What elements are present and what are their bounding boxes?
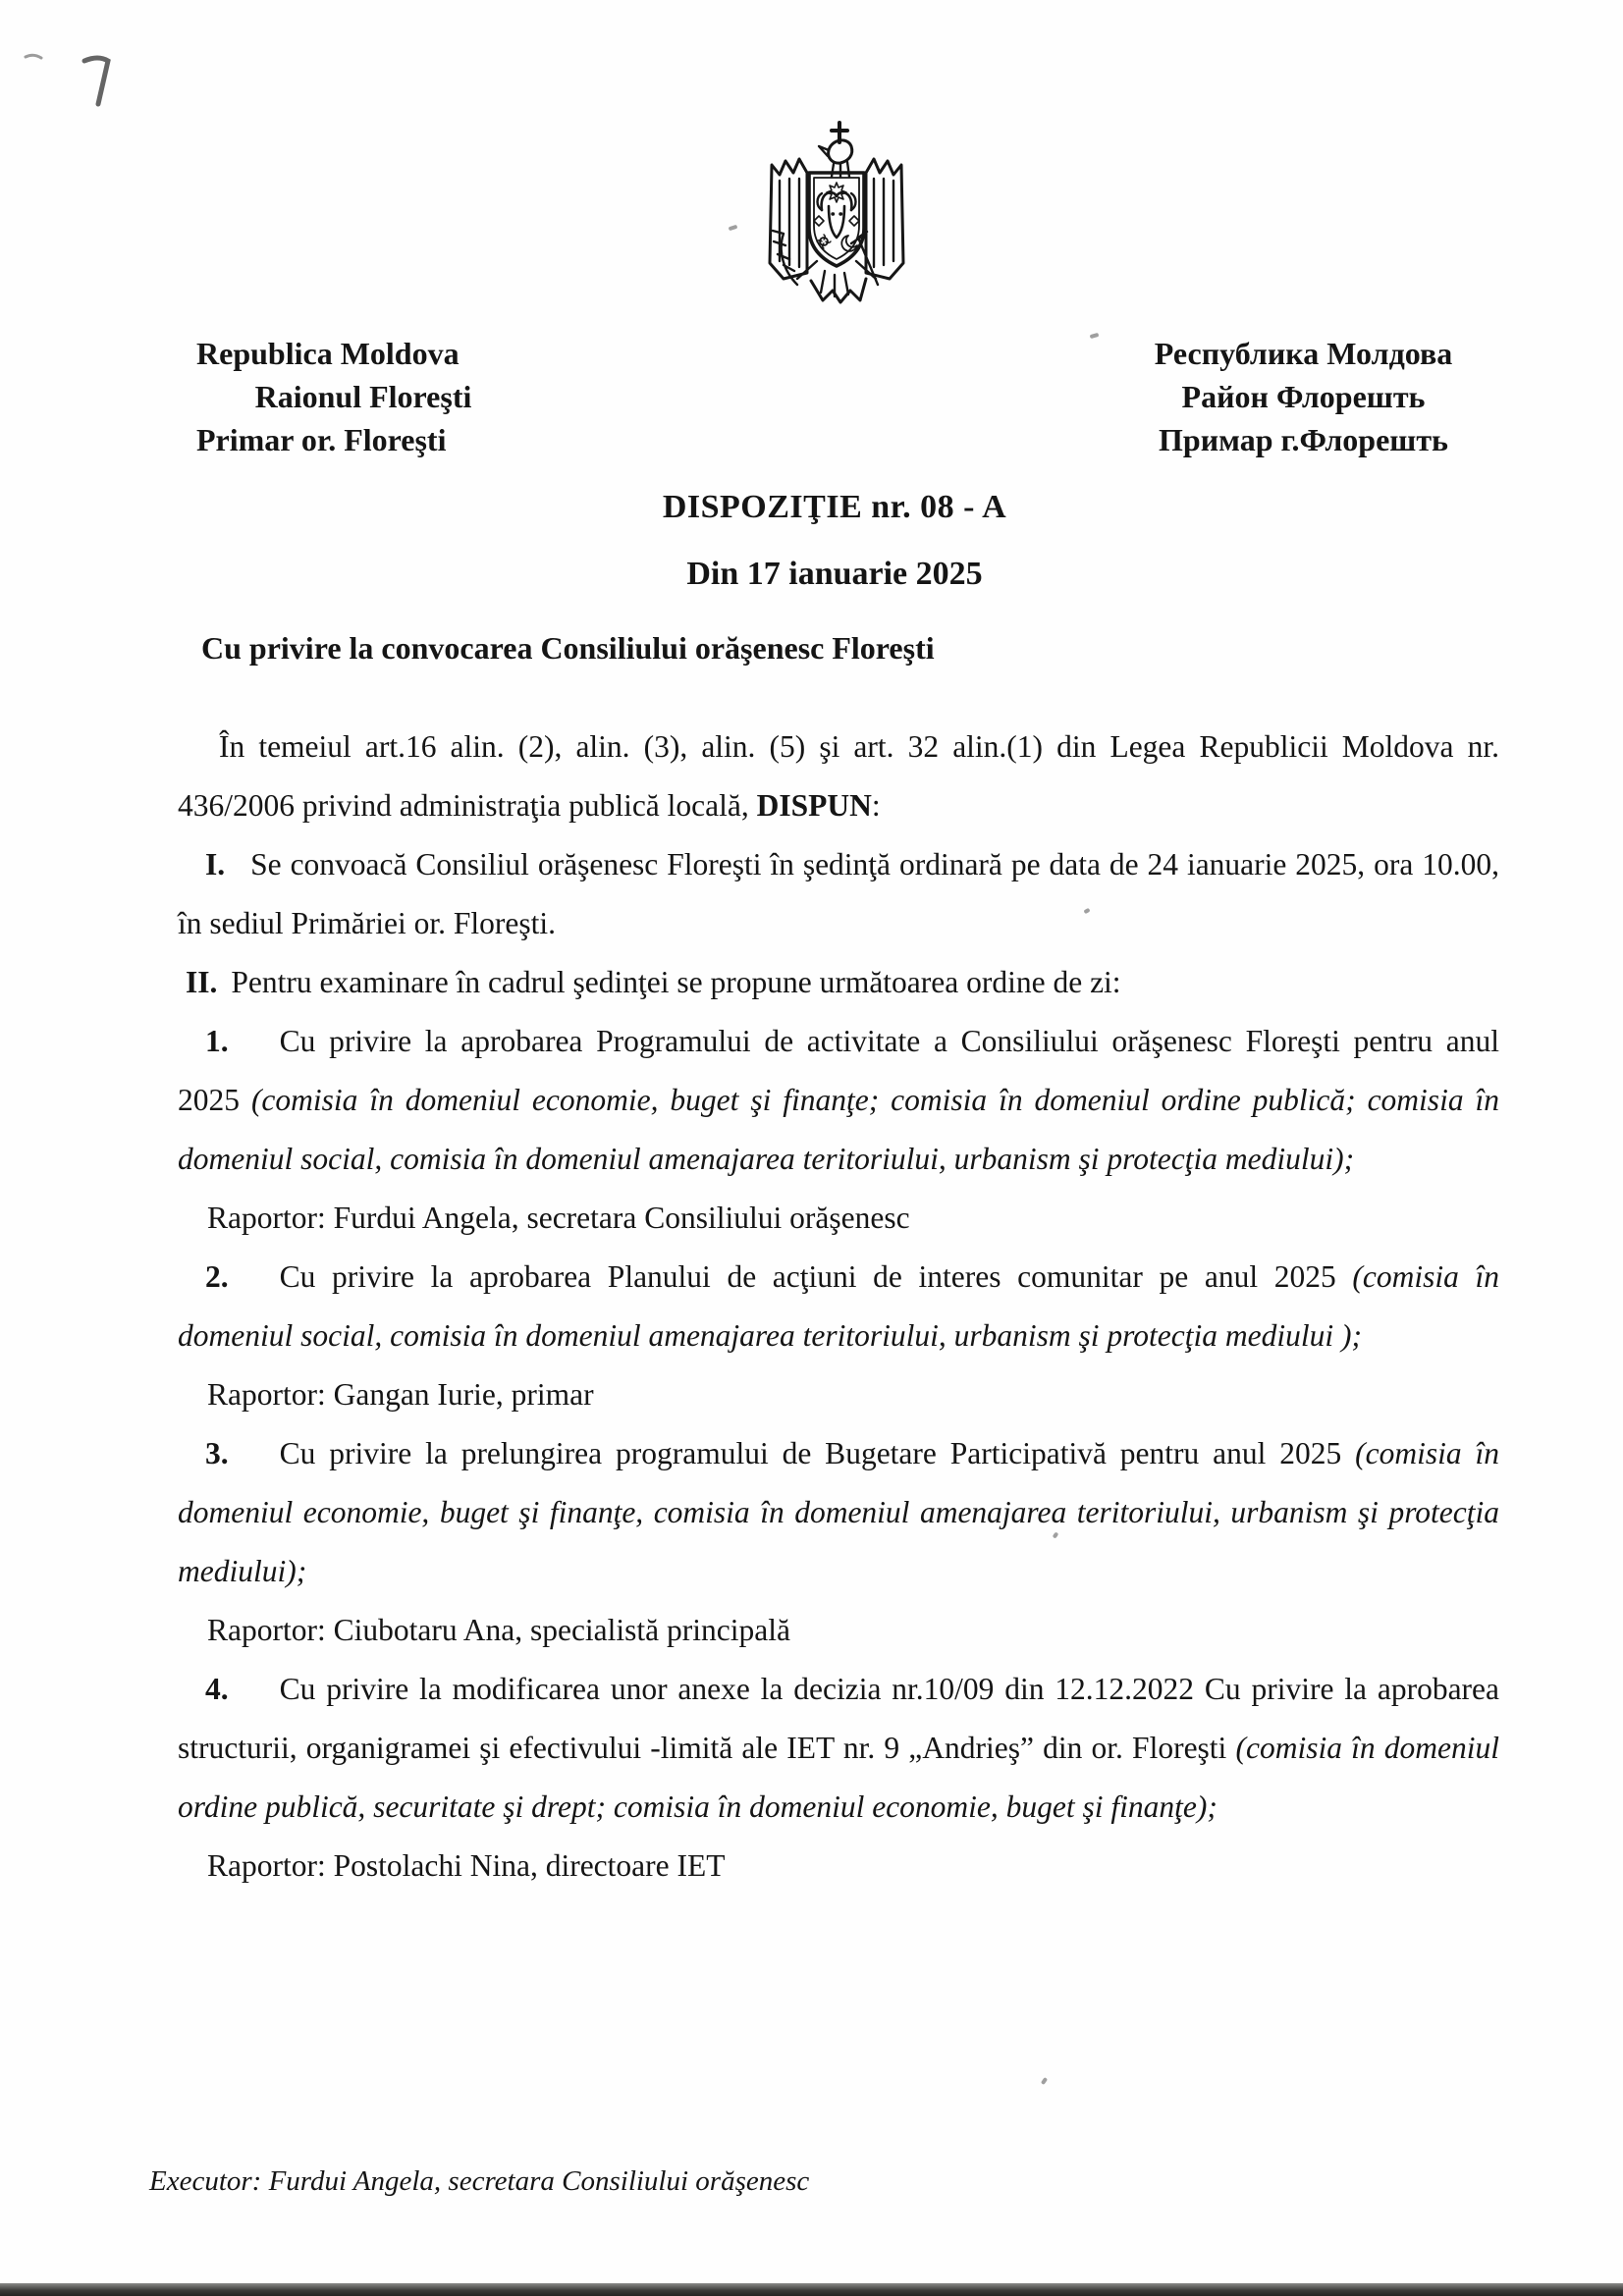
document-body — [178, 630, 1499, 1896]
section-1-text: Se convoacă Consiliul orăşenesc Floreşti în şedinţă ordinară pe data de 24 ianuarie 2025, ora 10.00, în sediul Primăriei or. Floreşti. — [178, 847, 1499, 940]
agenda-item-1-raportor: Raportor: Furdui Angela, secretara Consiliului orăşenesc — [207, 1201, 910, 1235]
letterhead-ro-district: Raionul Floreşti — [254, 379, 472, 414]
agenda-item-2-text: Cu privire la aprobarea Planului de acţiuni de interes comunitar pe anul 2025 — [279, 1259, 1353, 1294]
preamble-colon: : — [871, 788, 881, 823]
section-2-number: II. — [186, 965, 218, 999]
dispun-keyword: DISPUN — [756, 788, 872, 823]
agenda-item-4-text: Cu privire la modificarea unor anexe la decizia nr.10/09 din 12.12.2022 Cu privire la aprobarea structurii, organigramei şi efectivului -limită ale IET nr. 9 „Andrieş” din or. Floreşti — [178, 1672, 1499, 1765]
letterhead — [196, 332, 1473, 461]
letterhead-ru-district: Район Флорешть — [1181, 379, 1426, 414]
scanner-edge-band — [0, 2283, 1623, 2296]
agenda-item-4-raportor: Raportor: Postolachi Nina, directoare IET — [207, 1848, 726, 1883]
agenda-item-2 — [178, 1248, 1499, 1365]
section-1 — [178, 835, 1499, 953]
agenda-item-1-commission: (comisia în domeniul economie, buget şi finanţe; comisia în domeniul ordine publică; comisia în domeniul social, comisia în domeniul amenajarea teritoriului, urbanism şi protecţia mediului); — [178, 1083, 1499, 1176]
agenda-item-1-number: 1. — [205, 1024, 229, 1058]
agenda-item-4 — [178, 1660, 1499, 1837]
document-title-block — [0, 489, 1623, 593]
scan-speck — [1041, 2077, 1048, 2085]
agenda-item-3-raportor: Raportor: Ciubotaru Ana, specialistă principală — [207, 1613, 790, 1647]
letterhead-ru-country: Республика Молдова — [1154, 336, 1453, 371]
handwritten-page-number — [12, 37, 139, 111]
agenda-item-3-commission: (comisia în domeniul economie, buget şi finanţe, comisia în domeniul amenajarea teritoriului, urbanism şi protecţia mediului); — [178, 1436, 1499, 1588]
agenda-item-2-number: 2. — [205, 1259, 229, 1294]
section-1-number: I. — [205, 847, 226, 881]
letterhead-ru-mayor: Примар г.Флорешть — [1159, 422, 1448, 457]
agenda-item-4-number: 4. — [205, 1672, 229, 1706]
document-title: DISPOZIŢIE nr. 08 - A — [662, 489, 1007, 525]
letterhead-romanian — [196, 332, 530, 461]
letterhead-ro-country: Republica Moldova — [196, 336, 460, 371]
scan-speck — [729, 225, 738, 232]
agenda-item-3 — [178, 1424, 1499, 1601]
agenda-item-4-commission: (comisia în domeniul ordine publică, securitate şi drept; comisia în domeniul economie, buget şi finanţe); — [178, 1731, 1499, 1824]
document-date: Din 17 ianuarie 2025 — [686, 556, 983, 592]
agenda-item-3-text: Cu privire la prelungirea programului de Bugetare Participativă pentru anul 2025 — [279, 1436, 1356, 1470]
letterhead-ro-mayor: Primar or. Floreşti — [196, 422, 447, 457]
agenda-item-2-raportor: Raportor: Gangan Iurie, primar — [207, 1377, 594, 1412]
moldova-coat-of-arms-icon — [738, 116, 935, 308]
agenda-item-1-text: Cu privire la aprobarea Programului de activitate a Consiliului orăşenesc Floreşti pentru anul 2025 — [178, 1024, 1499, 1117]
agenda-item-1 — [178, 1012, 1499, 1189]
preamble-paragraph — [178, 718, 1499, 835]
section-2-text: Pentru examinare în cadrul şedinţei se propune următoarea ordine de zi: — [231, 965, 1121, 999]
executor-line: Executor: Furdui Angela, secretara Consiliului orăşenesc — [149, 2165, 810, 2197]
subject-line: Cu privire la convocarea Consiliului orăşenesc Floreşti — [201, 630, 935, 666]
agenda-item-2-commission: (comisia în domeniul social, comisia în domeniul amenajarea teritoriului, urbanism şi protecţia mediului ); — [178, 1259, 1499, 1353]
letterhead-russian — [1134, 332, 1473, 461]
agenda-item-3-number: 3. — [205, 1436, 229, 1470]
preamble-text: În temeiul art.16 alin. (2), alin. (3), alin. (5) şi art. 32 alin.(1) din Legea Republicii Moldova nr. 436/2006 privind administraţia publică locală, — [178, 729, 1499, 823]
section-2 — [178, 953, 1499, 1012]
